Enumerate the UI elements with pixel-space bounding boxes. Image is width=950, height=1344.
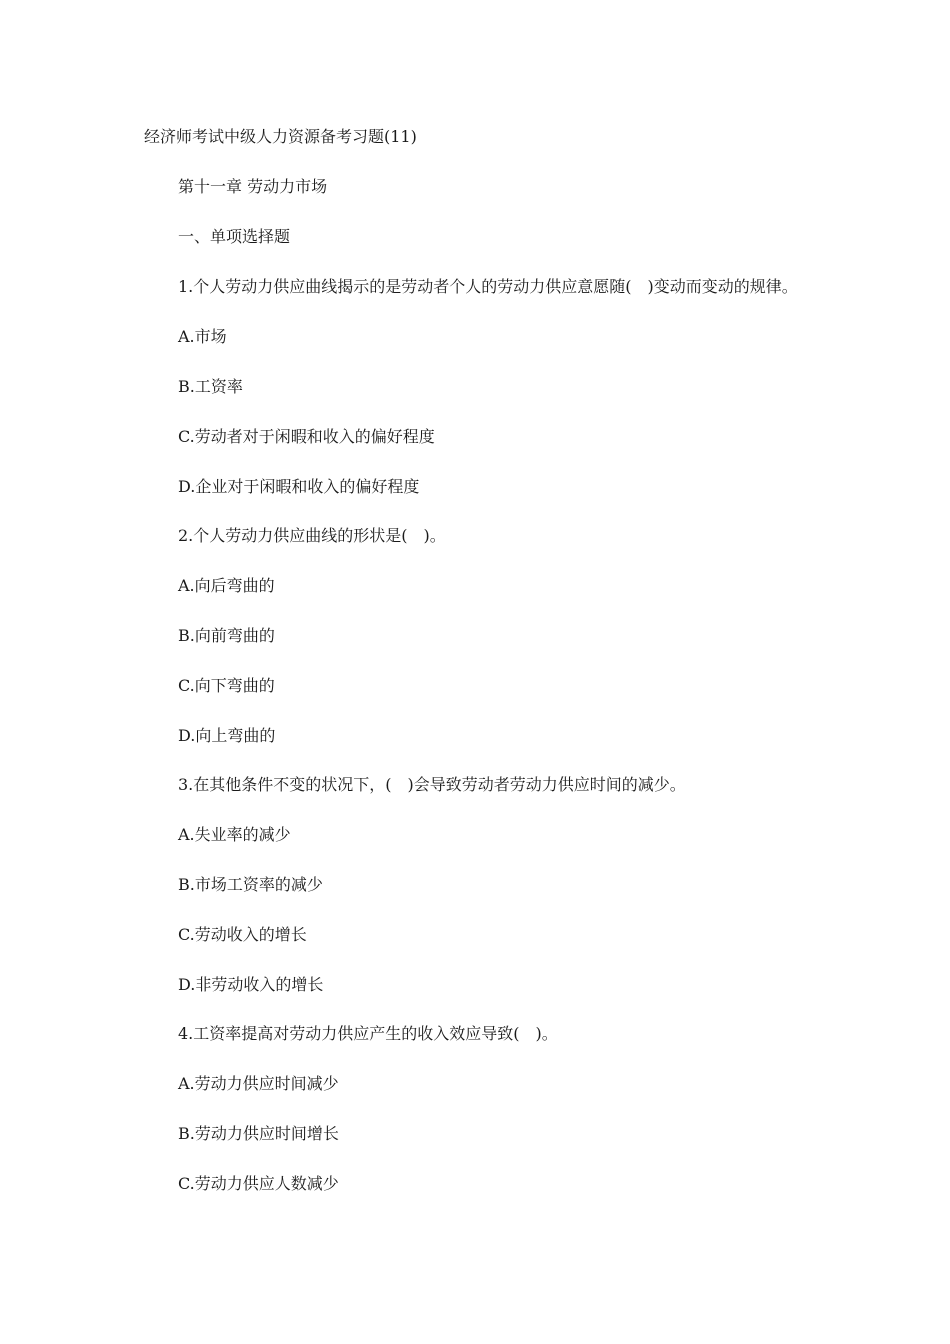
question-option: D.非劳动收入的增长 [178,975,324,994]
question-option: A.失业率的减少 [178,825,291,844]
question-option: C.向下弯曲的 [178,676,275,695]
chapter-heading: 第十一章 劳动力市场 [178,177,328,196]
question-option: B.向前弯曲的 [178,626,275,645]
question-option: B.工资率 [178,377,243,396]
question-stem: 3.在其他条件不变的状况下，( )会导致劳动者劳动力供应时间的减少。 [178,775,686,794]
section-heading: 一、单项选择题 [178,227,291,246]
question-option: C.劳动收入的增长 [178,925,307,944]
question-option: B.市场工资率的减少 [178,875,323,894]
question-option: B.劳动力供应时间增长 [178,1124,339,1143]
question-option: C.劳动力供应人数减少 [178,1174,339,1193]
question-option: D.企业对于闲暇和收入的偏好程度 [178,477,420,496]
question-option: D.向上弯曲的 [178,726,276,745]
question-stem: 4.工资率提高对劳动力供应产生的收入效应导致( )。 [178,1024,558,1043]
question-option: A.市场 [178,327,227,346]
question-option: A.劳动力供应时间减少 [178,1074,339,1093]
document-title: 经济师考试中级人力资源备考习题(11) [144,127,417,146]
question-option: A.向后弯曲的 [178,576,275,595]
question-stem: 2.个人劳动力供应曲线的形状是( )。 [178,526,446,545]
question-stem: 1.个人劳动力供应曲线揭示的是劳动者个人的劳动力供应意愿随( )变动而变动的规律。 [178,277,798,296]
question-option: C.劳动者对于闲暇和收入的偏好程度 [178,427,435,446]
